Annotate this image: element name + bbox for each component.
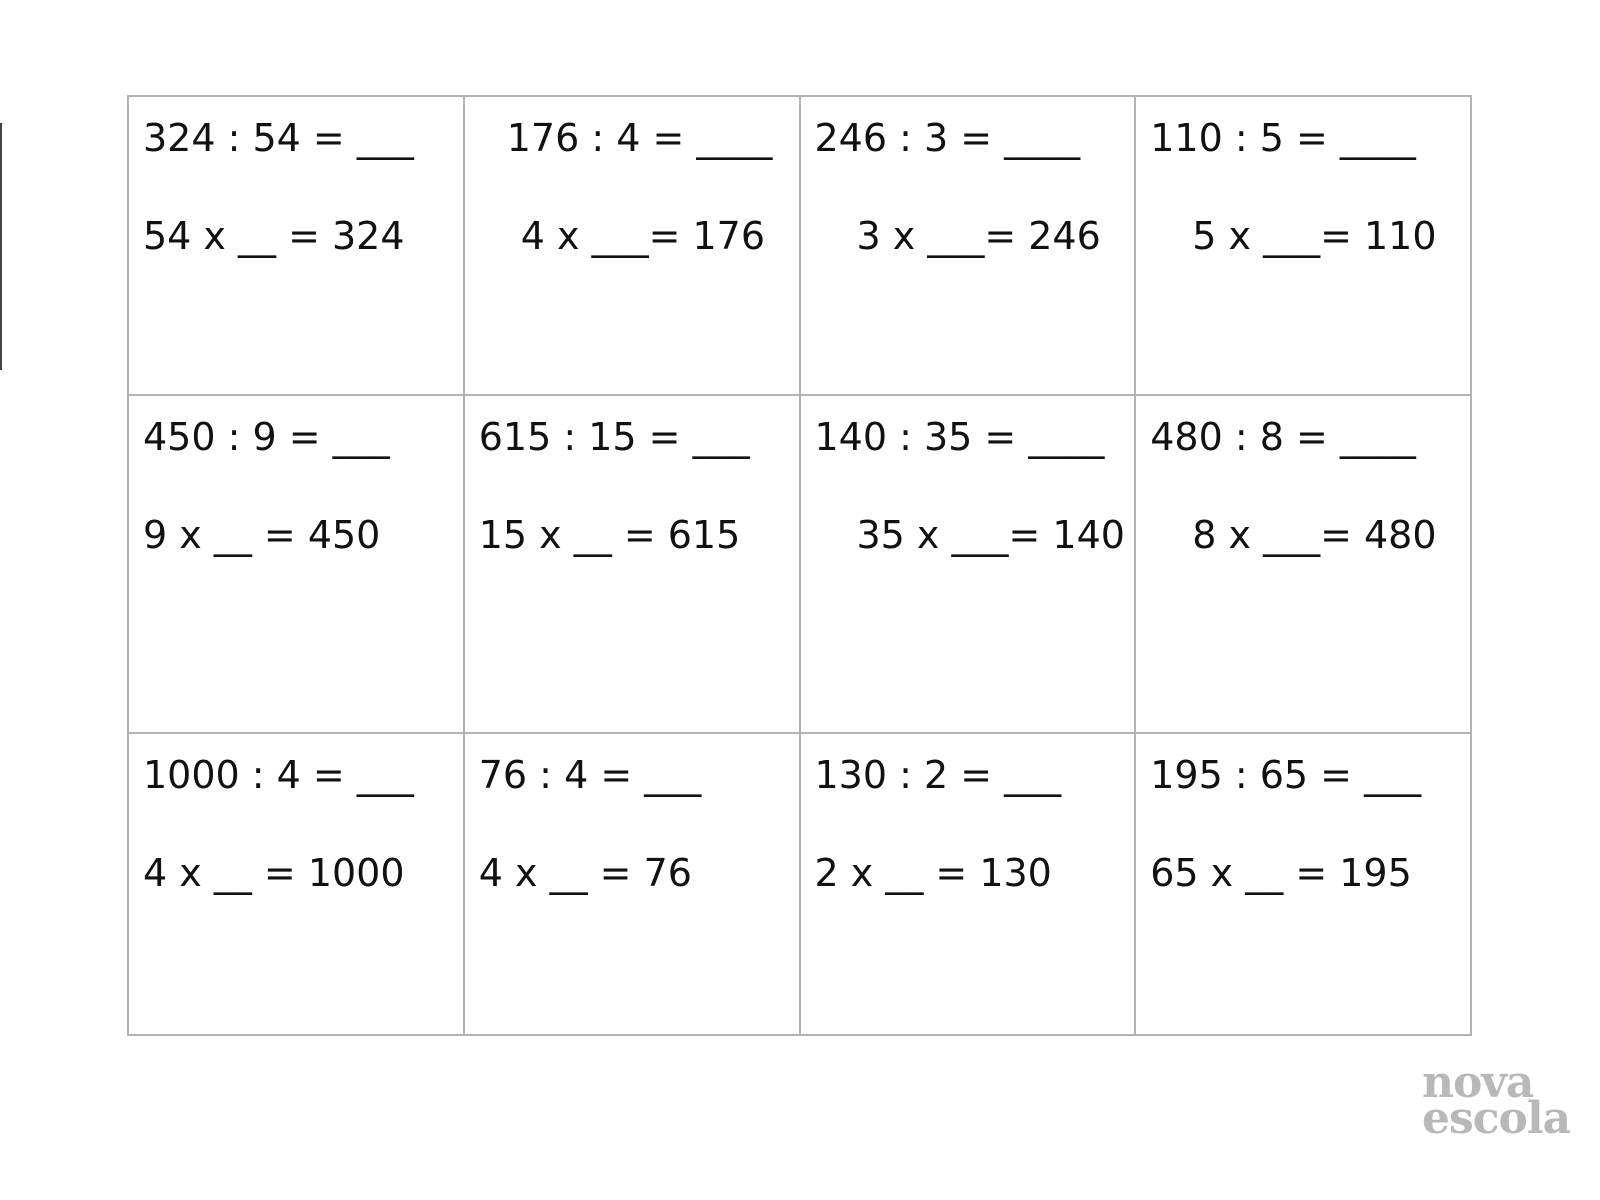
nova-escola-logo xyxy=(1422,1057,1571,1144)
division-equation: 130 : 2 = ___ xyxy=(814,753,1062,797)
division-worksheet-table xyxy=(127,95,1472,1036)
equation-cell xyxy=(464,733,800,1035)
equation-cell xyxy=(128,395,464,733)
left-edge-line xyxy=(0,123,2,370)
division-equation: 110 : 5 = ____ xyxy=(1150,116,1416,160)
table-row xyxy=(128,96,1471,395)
logo-line-1: nova xyxy=(1422,1057,1534,1108)
multiplication-equation: 3 x ___= 246 xyxy=(856,214,1101,258)
multiplication-equation: 54 x __ = 324 xyxy=(143,214,405,258)
equation-cell xyxy=(128,96,464,395)
table-row xyxy=(128,733,1471,1035)
multiplication-equation: 5 x ___= 110 xyxy=(1192,214,1437,258)
multiplication-equation: 35 x ___= 140 xyxy=(856,513,1125,557)
logo-line-2: escola xyxy=(1422,1093,1571,1144)
equation-cell xyxy=(128,733,464,1035)
multiplication-equation: 4 x __ = 1000 xyxy=(143,851,405,895)
division-equation: 176 : 4 = ____ xyxy=(506,116,773,160)
equation-cell xyxy=(800,96,1136,395)
equation-cell xyxy=(1135,96,1471,395)
division-equation: 1000 : 4 = ___ xyxy=(143,753,414,797)
division-equation: 324 : 54 = ___ xyxy=(143,116,414,160)
multiplication-equation: 4 x __ = 76 xyxy=(478,851,692,895)
division-equation: 140 : 35 = ____ xyxy=(814,415,1105,459)
division-equation: 450 : 9 = ___ xyxy=(143,415,390,459)
equation-cell xyxy=(800,733,1136,1035)
division-equation: 195 : 65 = ___ xyxy=(1150,753,1422,797)
equation-cell xyxy=(464,96,800,395)
multiplication-equation: 65 x __ = 195 xyxy=(1150,851,1412,895)
division-equation: 246 : 3 = ____ xyxy=(814,116,1081,160)
multiplication-equation: 4 x ___= 176 xyxy=(520,214,766,258)
equation-cell xyxy=(464,395,800,733)
division-equation: 76 : 4 = ___ xyxy=(478,753,702,797)
equation-cell xyxy=(1135,395,1471,733)
multiplication-equation: 2 x __ = 130 xyxy=(814,851,1052,895)
multiplication-equation: 15 x __ = 615 xyxy=(478,513,741,557)
table-row xyxy=(128,395,1471,733)
equation-cell xyxy=(1135,733,1471,1035)
multiplication-equation: 8 x ___= 480 xyxy=(1192,513,1437,557)
division-equation: 615 : 15 = ___ xyxy=(478,415,750,459)
equation-cell xyxy=(800,395,1136,733)
multiplication-equation: 9 x __ = 450 xyxy=(143,513,381,557)
division-equation: 480 : 8 = ____ xyxy=(1150,415,1416,459)
